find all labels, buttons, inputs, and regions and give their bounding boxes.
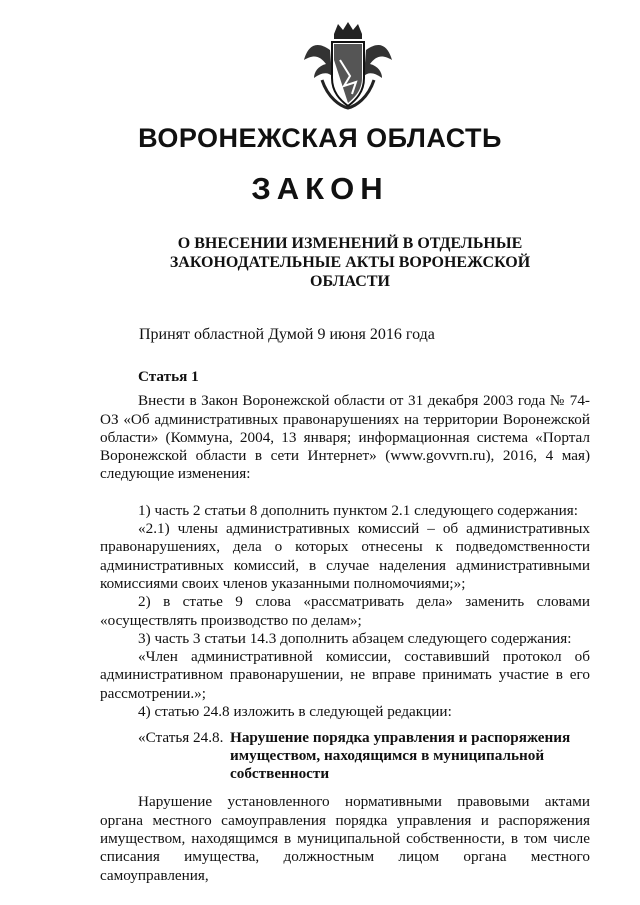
article-intro: Внести в Закон Воронежской области от 31 декабря 2003 года № 74-ОЗ «Об административных правонарушениях на территории Воронежской области» (Коммуна, 2004, 13 января; информационная система «Портал Воронежской области в сети Интернет» (www.govvrn.ru), 2016, 4 мая) следующие изменения: bbox=[100, 392, 590, 483]
article-paragraph: Нарушение установленного нормативными правовыми актами органа местного самоуправления порядка управления и распоряжения имуществом, находящимся в муниципальной собственности, в том числе списания имущества, должностным лицом органа местного самоуправления, bbox=[100, 793, 590, 884]
amendment-item: 2) в статье 9 слова «рассматривать дела» заменить словами «осуществлять производство по делам»; bbox=[100, 593, 590, 629]
coat-of-arms-icon bbox=[300, 20, 396, 110]
new-article-label: «Статья 24.8. bbox=[138, 729, 224, 747]
amendment-item: «2.1) члены административных комиссий – об административных правонарушениях, дела о которых отнесены к подведомственности административных комиссий, в случае наделения административными комиссиями своих членов указанными полномочиями;»; bbox=[100, 520, 590, 592]
amendment-item: 4) статью 24.8 изложить в следующей редакции: bbox=[138, 703, 452, 721]
new-article-title: Нарушение порядка управления и распоряжения имуществом, находящимся в муниципальной собственности bbox=[230, 729, 571, 783]
document-subject: О ВНЕСЕНИИ ИЗМЕНЕНИЙ В ОТДЕЛЬНЫЕ ЗАКОНОДАТЕЛЬНЫЕ АКТЫ ВОРОНЕЖСКОЙ ОБЛАСТИ bbox=[169, 235, 531, 290]
adoption-date: Принят областной Думой 9 июня 2016 года bbox=[139, 326, 435, 343]
article-body bbox=[100, 368, 590, 885]
document-type: ЗАКОН bbox=[251, 171, 389, 206]
amendment-item: 1) часть 2 статьи 8 дополнить пунктом 2.1 следующего содержания: bbox=[138, 501, 578, 519]
article-heading: Статья 1 bbox=[138, 368, 199, 385]
region-title: ВОРОНЕЖСКАЯ ОБЛАСТЬ bbox=[138, 123, 502, 153]
new-article-heading bbox=[100, 729, 590, 783]
amendment-item: «Член административной комиссии, составивший протокол об административном правонарушении, не вправе принимать участие в его рассмотрении.»; bbox=[100, 648, 590, 702]
amendment-item: 3) часть 3 статьи 14.3 дополнить абзацем следующего содержания: bbox=[138, 629, 572, 647]
